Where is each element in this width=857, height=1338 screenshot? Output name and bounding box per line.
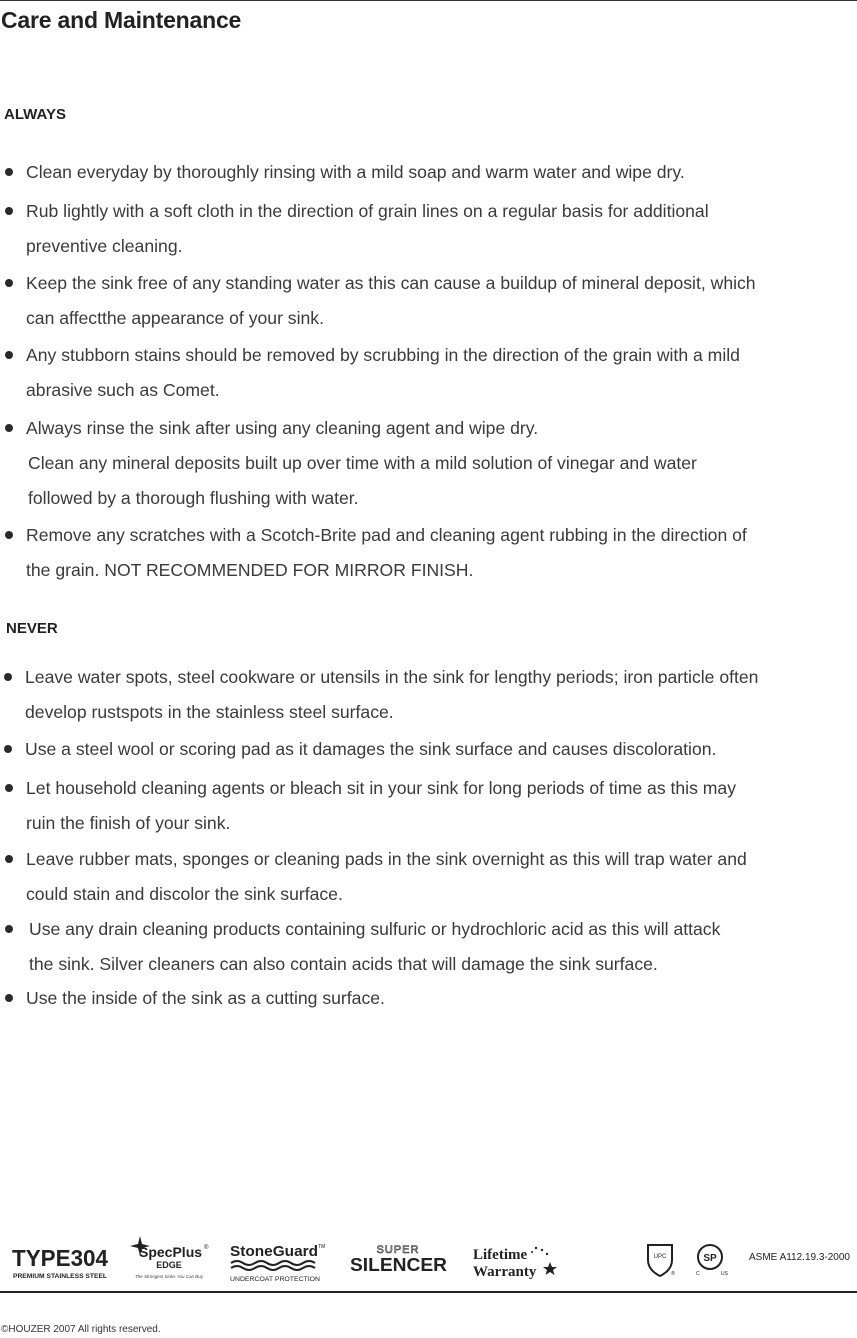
- star-dot-icon: [541, 1249, 543, 1251]
- star-dot-icon: [535, 1247, 537, 1249]
- silencer-logo: [350, 1242, 450, 1276]
- upc-shield-icon: [648, 1245, 672, 1276]
- always-heading: ALWAYS: [4, 106, 66, 123]
- never-item: Let household cleaning agents or bleach sit in your sink for long periods of time as this may ruin the finish of your sink.: [26, 771, 856, 841]
- always-item: Always rinse the sink after using any cleaning agent and wipe dry.: [26, 411, 856, 446]
- stoneguard-logo-mark: TM: [318, 1244, 325, 1250]
- bullet-icon: [4, 673, 12, 681]
- never-item: Leave rubber mats, sponges or cleaning pads in the sink overnight as this will trap water and could stain and discolor the sink surface.: [26, 842, 856, 912]
- csa-logo-left: C: [696, 1271, 700, 1277]
- warranty-logo-line1: Lifetime: [473, 1247, 528, 1263]
- warranty-logo-line2: Warranty: [473, 1264, 537, 1280]
- never-item: Use any drain cleaning products containing sulfuric or hydrochloric acid as this will attack the sink. Silver cleaners can also contain acids that will damage the sink surface.: [29, 912, 857, 982]
- bullet-icon: [5, 351, 13, 359]
- upc-logo: [644, 1242, 678, 1278]
- type304-logo-subtext: PREMIUM STAINLESS STEEL: [13, 1273, 108, 1280]
- top-rule: [0, 0, 857, 1]
- bullet-icon: [5, 424, 13, 432]
- stoneguard-logo: [229, 1240, 325, 1284]
- upc-logo-mark: ®: [671, 1271, 675, 1277]
- upc-logo-text: UPC: [653, 1254, 667, 1260]
- specplus-logo: [124, 1234, 214, 1284]
- stoneguard-logo-subtext: UNDERCOAT PROTECTION: [230, 1277, 320, 1283]
- star-dot-icon: [546, 1253, 548, 1255]
- always-item: Clean everyday by thoroughly rinsing with a mild soap and warm water and wipe dry.: [26, 155, 856, 190]
- silencer-logo-text: SILENCER: [350, 1255, 447, 1275]
- page-title: Care and Maintenance: [1, 7, 242, 33]
- bullet-icon: [5, 925, 13, 933]
- bullet-icon: [5, 855, 13, 863]
- wave-icon: [231, 1261, 315, 1265]
- bullet-icon: [4, 745, 12, 753]
- type304-logo: [12, 1244, 112, 1284]
- csa-logo-right: US: [721, 1271, 728, 1277]
- bullet-icon: [5, 531, 13, 539]
- csa-logo-text: SP: [703, 1253, 717, 1264]
- bullet-icon: [5, 279, 13, 287]
- always-item-continuation: Clean any mineral deposits built up over time with a mild solution of vinegar and water followed by a thorough flushing with water.: [28, 453, 697, 508]
- specplus-logo-mark: ®: [204, 1245, 209, 1251]
- specplus-logo-text: SpecPlus: [139, 1244, 203, 1260]
- never-item: Use a steel wool or scoring pad as it damages the sink surface and causes discoloration.: [25, 732, 855, 767]
- wave-icon: [231, 1266, 315, 1270]
- specplus-logo-subtext: EDGE: [156, 1260, 182, 1270]
- bottom-rule: [0, 1291, 857, 1293]
- never-item: Use the inside of the sink as a cutting surface.: [26, 981, 856, 1016]
- type304-logo-text: TYPE304: [12, 1245, 109, 1271]
- never-item: Leave water spots, steel cookware or utensils in the sink for lengthy periods; iron particle often develop rustspots in the stainless steel surface.: [25, 660, 855, 730]
- bullet-icon: [5, 207, 13, 215]
- copyright: ©HOUZER 2007 All rights reserved.: [1, 1324, 161, 1335]
- star-icon: [543, 1262, 557, 1275]
- csa-logo: [694, 1242, 734, 1278]
- never-heading: NEVER: [6, 620, 58, 637]
- bullet-icon: [5, 168, 13, 176]
- silencer-logo-toptext: SUPER: [376, 1244, 420, 1256]
- stoneguard-logo-text: StoneGuard: [230, 1243, 318, 1260]
- always-item: Keep the sink free of any standing water as this can cause a buildup of mineral deposit, which can affectthe appearance of your sink.: [26, 266, 856, 336]
- lifetime-warranty-logo: [472, 1244, 558, 1282]
- asme-certification: ASME A112.19.3-2000: [749, 1252, 850, 1263]
- specplus-logo-tagline: The Strongest Sinks You Can Buy: [135, 1274, 203, 1279]
- always-item: Rub lightly with a soft cloth in the direction of grain lines on a regular basis for additional preventive cleaning.: [26, 194, 856, 264]
- star-dot-icon: [531, 1251, 533, 1253]
- bullet-icon: [5, 784, 13, 792]
- always-item: Any stubborn stains should be removed by scrubbing in the direction of the grain with a mild abrasive such as Comet.: [26, 338, 856, 408]
- logo-row: [0, 1232, 857, 1284]
- always-item: Remove any scratches with a Scotch-Brite pad and cleaning agent rubbing in the direction of the grain. NOT RECOMMENDED FOR MIRROR FINISH.: [26, 518, 856, 588]
- bullet-icon: [5, 994, 13, 1002]
